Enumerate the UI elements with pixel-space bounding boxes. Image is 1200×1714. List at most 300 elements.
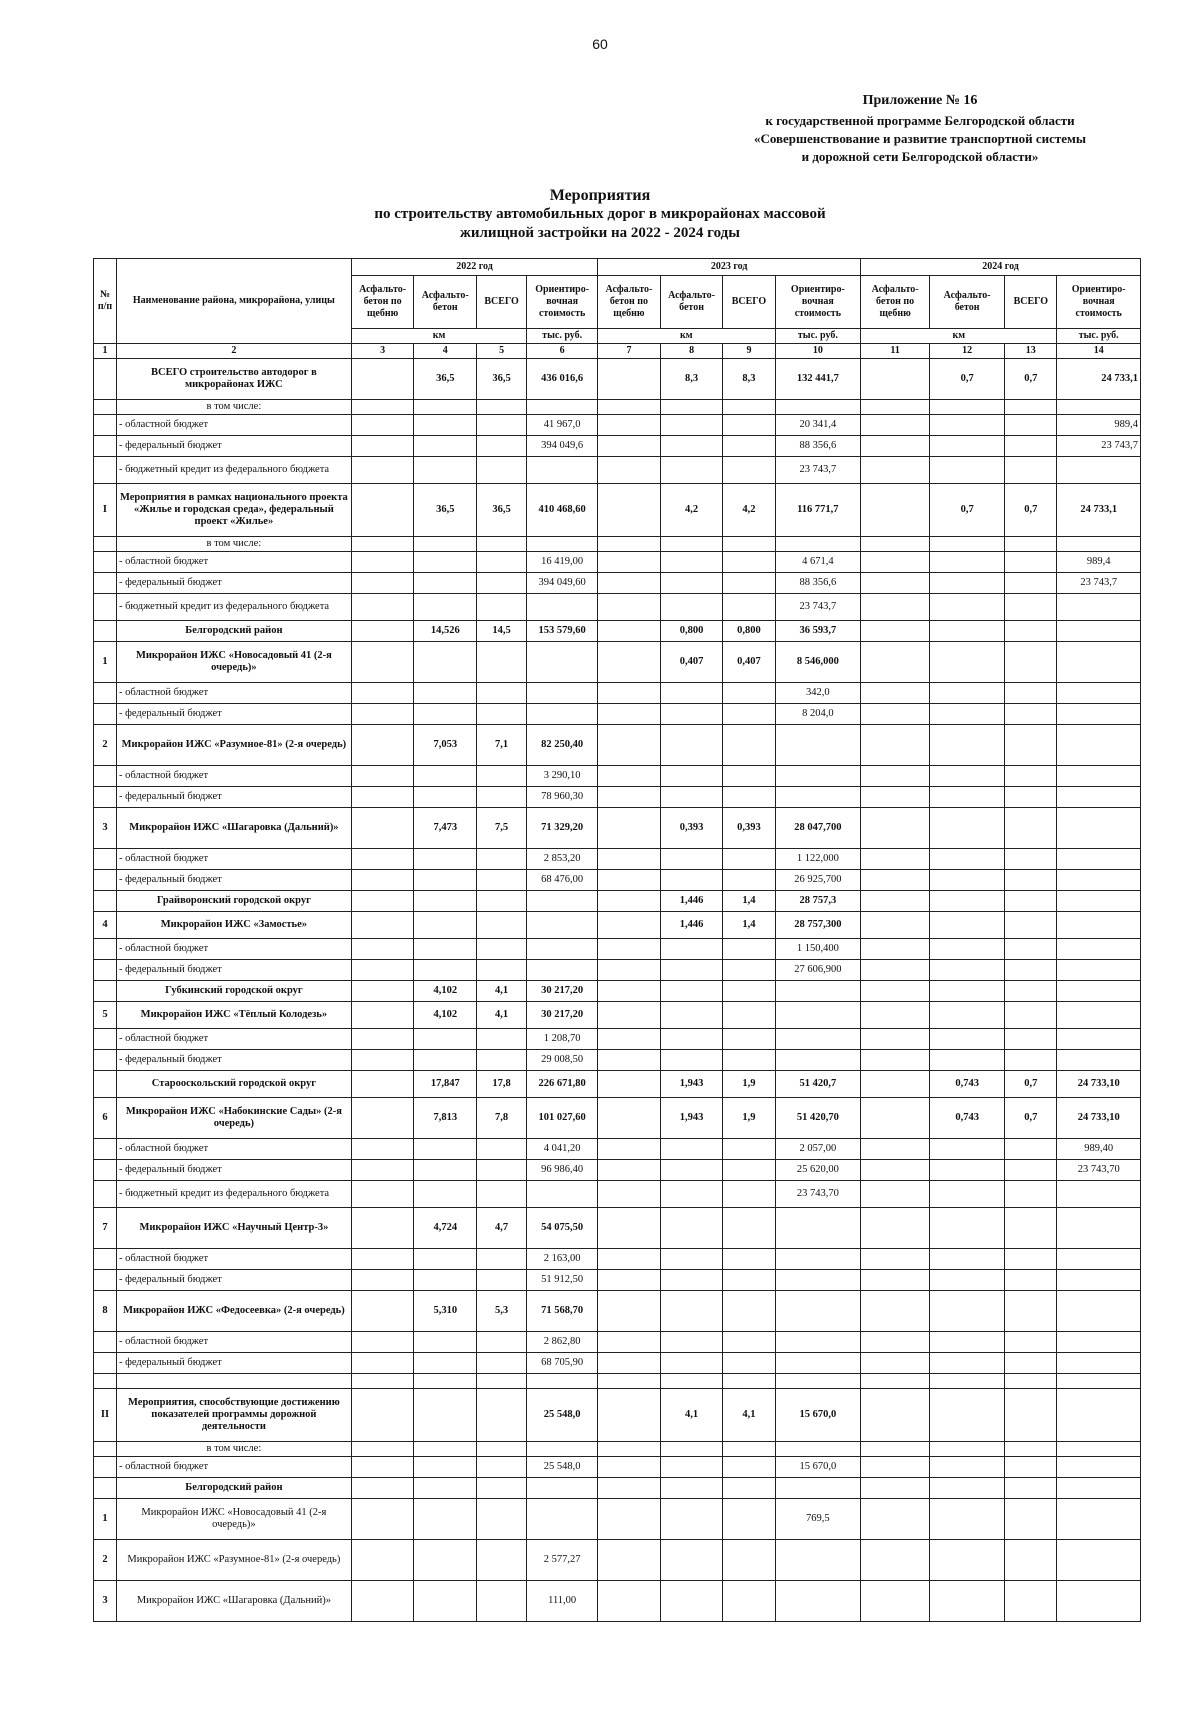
- value-cell: [598, 1374, 661, 1389]
- value-cell: [477, 683, 527, 704]
- value-cell: 23 743,7: [775, 594, 861, 621]
- value-cell: [1057, 704, 1141, 725]
- value-cell: [723, 1540, 775, 1581]
- value-cell: [930, 1181, 1005, 1208]
- value-cell: [930, 960, 1005, 981]
- column-number: 5: [477, 344, 527, 359]
- value-cell: 54 075,50: [527, 1208, 598, 1249]
- column-number: 1: [94, 344, 117, 359]
- row-number: [94, 787, 117, 808]
- value-cell: [527, 683, 598, 704]
- value-cell: [598, 981, 661, 1002]
- value-cell: 132 441,7: [775, 359, 861, 400]
- value-cell: [351, 725, 414, 766]
- value-cell: 989,4: [1057, 415, 1141, 436]
- value-cell: [723, 1160, 775, 1181]
- value-cell: [930, 939, 1005, 960]
- table-row: [94, 1442, 1141, 1457]
- value-cell: 8,3: [660, 359, 723, 400]
- value-cell: 41 967,0: [527, 415, 598, 436]
- value-cell: [477, 766, 527, 787]
- value-cell: [598, 1457, 661, 1478]
- value-cell: 7,473: [414, 808, 477, 849]
- unit-label: км: [861, 329, 1057, 344]
- value-cell: [861, 484, 930, 537]
- table-row: [94, 642, 1141, 683]
- value-cell: [414, 870, 477, 891]
- value-cell: [723, 939, 775, 960]
- row-name: - федеральный бюджет: [116, 1160, 351, 1181]
- row-number: [94, 870, 117, 891]
- table-row: [94, 1050, 1141, 1071]
- row-name: Губкинский городской округ: [116, 981, 351, 1002]
- value-cell: [775, 981, 861, 1002]
- value-cell: [775, 1291, 861, 1332]
- value-cell: 4,1: [660, 1389, 723, 1442]
- value-cell: 68 705,90: [527, 1353, 598, 1374]
- value-cell: [930, 642, 1005, 683]
- value-cell: 25 548,0: [527, 1457, 598, 1478]
- value-cell: 4,102: [414, 981, 477, 1002]
- value-cell: [660, 1499, 723, 1540]
- value-cell: 1,4: [723, 891, 775, 912]
- value-cell: [1005, 1540, 1057, 1581]
- value-cell: [598, 1029, 661, 1050]
- title-line: жилищной застройки на 2022 - 2024 годы: [460, 225, 740, 241]
- value-cell: [477, 1581, 527, 1622]
- value-cell: 24 733,10: [1057, 1071, 1141, 1098]
- value-cell: [861, 415, 930, 436]
- table-row: [94, 400, 1141, 415]
- value-cell: [723, 1457, 775, 1478]
- value-cell: [598, 1353, 661, 1374]
- value-cell: [351, 849, 414, 870]
- row-number: 1: [94, 1499, 117, 1540]
- value-cell: [351, 1181, 414, 1208]
- title-line: Мероприятия: [549, 187, 651, 204]
- value-cell: [598, 1249, 661, 1270]
- value-cell: [414, 891, 477, 912]
- value-cell: [660, 1208, 723, 1249]
- row-name: Микрорайон ИЖС «Набокинские Сады» (2-я очередь): [116, 1098, 351, 1139]
- row-number: 3: [94, 808, 117, 849]
- sub-header: ВСЕГО: [1005, 276, 1057, 329]
- value-cell: [351, 870, 414, 891]
- value-cell: [477, 870, 527, 891]
- value-cell: [861, 1374, 930, 1389]
- value-cell: 4 671,4: [775, 552, 861, 573]
- value-cell: 15 670,0: [775, 1389, 861, 1442]
- value-cell: [477, 939, 527, 960]
- table-row: [94, 1332, 1141, 1353]
- value-cell: 36,5: [477, 359, 527, 400]
- column-number: 7: [598, 344, 661, 359]
- value-cell: [861, 849, 930, 870]
- value-cell: 29 008,50: [527, 1050, 598, 1071]
- value-cell: [477, 400, 527, 415]
- value-cell: [861, 1270, 930, 1291]
- table-row: [94, 939, 1141, 960]
- value-cell: 4 041,20: [527, 1139, 598, 1160]
- row-name: - областной бюджет: [116, 683, 351, 704]
- value-cell: [1005, 1002, 1057, 1029]
- value-cell: [660, 1249, 723, 1270]
- value-cell: [1005, 415, 1057, 436]
- value-cell: [527, 457, 598, 484]
- value-cell: 0,7: [1005, 1098, 1057, 1139]
- value-cell: [1005, 1181, 1057, 1208]
- value-cell: [723, 457, 775, 484]
- value-cell: [930, 1050, 1005, 1071]
- value-cell: 7,813: [414, 1098, 477, 1139]
- unit-label: тыс. руб.: [775, 329, 861, 344]
- value-cell: [598, 808, 661, 849]
- value-cell: [477, 912, 527, 939]
- value-cell: [477, 1029, 527, 1050]
- value-cell: 14,526: [414, 621, 477, 642]
- value-cell: 24 733,10: [1057, 1098, 1141, 1139]
- value-cell: [775, 400, 861, 415]
- col-header-no: № п/п: [94, 259, 117, 344]
- value-cell: 4,1: [477, 1002, 527, 1029]
- value-cell: [861, 1457, 930, 1478]
- table-row: [94, 808, 1141, 849]
- value-cell: [861, 400, 930, 415]
- table-row: [94, 1029, 1141, 1050]
- value-cell: [660, 1050, 723, 1071]
- row-number: [94, 1139, 117, 1160]
- value-cell: 101 027,60: [527, 1098, 598, 1139]
- table-row: [94, 1071, 1141, 1098]
- value-cell: [477, 1540, 527, 1581]
- value-cell: [351, 1457, 414, 1478]
- value-cell: 51 912,50: [527, 1270, 598, 1291]
- value-cell: 4,2: [660, 484, 723, 537]
- page-number: 60: [592, 36, 608, 52]
- row-number: 3: [94, 1581, 117, 1622]
- value-cell: 769,5: [775, 1499, 861, 1540]
- sub-header: Асфальто-бетон: [414, 276, 477, 329]
- value-cell: [1005, 573, 1057, 594]
- column-number: 9: [723, 344, 775, 359]
- value-cell: [1057, 1249, 1141, 1270]
- value-cell: [723, 1181, 775, 1208]
- row-number: 2: [94, 725, 117, 766]
- sub-header: Асфальто-бетон по щебню: [861, 276, 930, 329]
- unit-label: км: [598, 329, 775, 344]
- value-cell: [598, 1270, 661, 1291]
- value-cell: [861, 1353, 930, 1374]
- value-cell: [477, 436, 527, 457]
- value-cell: 27 606,900: [775, 960, 861, 981]
- value-cell: [351, 1478, 414, 1499]
- row-number: [94, 537, 117, 552]
- value-cell: [414, 1499, 477, 1540]
- value-cell: [1005, 621, 1057, 642]
- value-cell: 4,7: [477, 1208, 527, 1249]
- row-number: [94, 891, 117, 912]
- row-number: [94, 400, 117, 415]
- value-cell: [414, 1160, 477, 1181]
- value-cell: [598, 1332, 661, 1353]
- column-number: 11: [861, 344, 930, 359]
- value-cell: [861, 1499, 930, 1540]
- value-cell: [930, 400, 1005, 415]
- value-cell: [930, 537, 1005, 552]
- row-number: [94, 1071, 117, 1098]
- value-cell: [1005, 1208, 1057, 1249]
- year-header: 2023 год: [598, 259, 861, 276]
- value-cell: [527, 704, 598, 725]
- value-cell: [723, 1050, 775, 1071]
- table-row: [94, 1581, 1141, 1622]
- value-cell: [1057, 642, 1141, 683]
- value-cell: [351, 1139, 414, 1160]
- sub-header: Ориентиро-вочная стоимость: [1057, 276, 1141, 329]
- value-cell: [1005, 1442, 1057, 1457]
- value-cell: [598, 1291, 661, 1332]
- value-cell: [861, 787, 930, 808]
- value-cell: [1005, 981, 1057, 1002]
- value-cell: [660, 766, 723, 787]
- row-number: [94, 1249, 117, 1270]
- value-cell: [861, 1160, 930, 1181]
- value-cell: [1057, 1002, 1141, 1029]
- value-cell: [1057, 1181, 1141, 1208]
- value-cell: [1057, 683, 1141, 704]
- value-cell: [477, 573, 527, 594]
- value-cell: 7,5: [477, 808, 527, 849]
- value-cell: [1057, 787, 1141, 808]
- row-name: - областной бюджет: [116, 552, 351, 573]
- value-cell: 4,1: [477, 981, 527, 1002]
- sub-header: Асфальто-бетон по щебню: [598, 276, 661, 329]
- value-cell: [598, 1540, 661, 1581]
- value-cell: 7,1: [477, 725, 527, 766]
- table-row: [94, 849, 1141, 870]
- value-cell: 28 757,300: [775, 912, 861, 939]
- value-cell: [1057, 621, 1141, 642]
- value-cell: 2 862,80: [527, 1332, 598, 1353]
- table-row: [94, 870, 1141, 891]
- value-cell: [1057, 912, 1141, 939]
- value-cell: [1005, 1291, 1057, 1332]
- value-cell: [598, 1478, 661, 1499]
- value-cell: 28 757,3: [775, 891, 861, 912]
- table-row: [94, 1540, 1141, 1581]
- value-cell: [1005, 1581, 1057, 1622]
- value-cell: [1057, 537, 1141, 552]
- row-number: [94, 359, 117, 400]
- value-cell: 68 476,00: [527, 870, 598, 891]
- table-row: [94, 484, 1141, 537]
- value-cell: [527, 1478, 598, 1499]
- row-name: - областной бюджет: [116, 766, 351, 787]
- value-cell: [1005, 552, 1057, 573]
- value-cell: [527, 891, 598, 912]
- value-cell: [930, 1160, 1005, 1181]
- value-cell: [477, 849, 527, 870]
- row-number: II: [94, 1389, 117, 1442]
- value-cell: [930, 1249, 1005, 1270]
- value-cell: [723, 1332, 775, 1353]
- value-cell: [723, 1581, 775, 1622]
- value-cell: 36,5: [414, 359, 477, 400]
- value-cell: [930, 1540, 1005, 1581]
- value-cell: [660, 870, 723, 891]
- value-cell: [660, 594, 723, 621]
- value-cell: [723, 400, 775, 415]
- table-row: [94, 537, 1141, 552]
- value-cell: [861, 621, 930, 642]
- value-cell: [414, 436, 477, 457]
- value-cell: 2 853,20: [527, 849, 598, 870]
- value-cell: [723, 1291, 775, 1332]
- value-cell: [1005, 1353, 1057, 1374]
- value-cell: 394 049,6: [527, 436, 598, 457]
- value-cell: [414, 1478, 477, 1499]
- value-cell: [351, 1208, 414, 1249]
- value-cell: 1 208,70: [527, 1029, 598, 1050]
- value-cell: [861, 891, 930, 912]
- value-cell: [775, 1540, 861, 1581]
- row-number: 5: [94, 1002, 117, 1029]
- row-name: - федеральный бюджет: [116, 960, 351, 981]
- sub-header: Ориентиро-вочная стоимость: [527, 276, 598, 329]
- value-cell: [775, 1050, 861, 1071]
- value-cell: [930, 1499, 1005, 1540]
- value-cell: [930, 1389, 1005, 1442]
- value-cell: [414, 415, 477, 436]
- value-cell: [660, 1270, 723, 1291]
- value-cell: 5,3: [477, 1291, 527, 1332]
- value-cell: [660, 1581, 723, 1622]
- value-cell: [477, 891, 527, 912]
- value-cell: 0,407: [723, 642, 775, 683]
- row-number: 4: [94, 912, 117, 939]
- value-cell: [861, 870, 930, 891]
- row-name: - бюджетный кредит из федерального бюджета: [116, 594, 351, 621]
- value-cell: 36,5: [414, 484, 477, 537]
- sub-header: Асфальто-бетон: [930, 276, 1005, 329]
- row-number: [94, 704, 117, 725]
- value-cell: [414, 1050, 477, 1071]
- value-cell: [527, 939, 598, 960]
- value-cell: 23 743,70: [775, 1181, 861, 1208]
- value-cell: [598, 1050, 661, 1071]
- value-cell: [1057, 1442, 1141, 1457]
- row-name: - бюджетный кредит из федерального бюджета: [116, 457, 351, 484]
- value-cell: [861, 1002, 930, 1029]
- table-row: [94, 1374, 1141, 1389]
- value-cell: [723, 1442, 775, 1457]
- value-cell: [598, 1389, 661, 1442]
- row-name: - федеральный бюджет: [116, 1270, 351, 1291]
- appendix-block: [700, 92, 1140, 166]
- value-cell: 8 546,000: [775, 642, 861, 683]
- value-cell: [598, 849, 661, 870]
- value-cell: [861, 537, 930, 552]
- table-row: [94, 1478, 1141, 1499]
- sub-header: ВСЕГО: [723, 276, 775, 329]
- value-cell: [930, 1291, 1005, 1332]
- value-cell: 436 016,6: [527, 359, 598, 400]
- value-cell: [1057, 766, 1141, 787]
- column-number: 6: [527, 344, 598, 359]
- value-cell: [351, 457, 414, 484]
- row-name: Микрорайон ИЖС «Научный Центр-3»: [116, 1208, 351, 1249]
- value-cell: [660, 849, 723, 870]
- value-cell: [598, 359, 661, 400]
- value-cell: [660, 981, 723, 1002]
- value-cell: [1057, 939, 1141, 960]
- value-cell: [861, 359, 930, 400]
- value-cell: [1057, 594, 1141, 621]
- value-cell: [351, 400, 414, 415]
- value-cell: 88 356,6: [775, 573, 861, 594]
- value-cell: [723, 573, 775, 594]
- value-cell: [1005, 1457, 1057, 1478]
- value-cell: [861, 457, 930, 484]
- unit-label: тыс. руб.: [1057, 329, 1141, 344]
- value-cell: [598, 594, 661, 621]
- row-number: [94, 415, 117, 436]
- value-cell: 0,7: [930, 484, 1005, 537]
- value-cell: [660, 1442, 723, 1457]
- value-cell: [660, 1029, 723, 1050]
- value-cell: [351, 891, 414, 912]
- value-cell: [598, 1160, 661, 1181]
- row-name: - бюджетный кредит из федерального бюджета: [116, 1181, 351, 1208]
- row-name: - областной бюджет: [116, 1249, 351, 1270]
- value-cell: [477, 537, 527, 552]
- unit-label: км: [351, 329, 526, 344]
- value-cell: [861, 552, 930, 573]
- value-cell: [930, 1332, 1005, 1353]
- value-cell: [598, 787, 661, 808]
- value-cell: [527, 1442, 598, 1457]
- table-row: [94, 891, 1141, 912]
- value-cell: [861, 1029, 930, 1050]
- value-cell: [598, 436, 661, 457]
- value-cell: [1005, 808, 1057, 849]
- value-cell: [351, 415, 414, 436]
- value-cell: [723, 415, 775, 436]
- value-cell: 0,7: [930, 359, 1005, 400]
- value-cell: [598, 415, 661, 436]
- value-cell: 2 163,00: [527, 1249, 598, 1270]
- value-cell: [477, 1389, 527, 1442]
- value-cell: [861, 1540, 930, 1581]
- value-cell: [351, 436, 414, 457]
- value-cell: [930, 981, 1005, 1002]
- value-cell: 226 671,80: [527, 1071, 598, 1098]
- value-cell: [414, 594, 477, 621]
- value-cell: 989,40: [1057, 1139, 1141, 1160]
- value-cell: [930, 457, 1005, 484]
- value-cell: [1057, 1050, 1141, 1071]
- value-cell: [775, 537, 861, 552]
- value-cell: [723, 436, 775, 457]
- value-cell: [351, 787, 414, 808]
- value-cell: [861, 1478, 930, 1499]
- value-cell: [598, 912, 661, 939]
- value-cell: [1057, 891, 1141, 912]
- value-cell: 51 420,7: [775, 1071, 861, 1098]
- value-cell: [1057, 1457, 1141, 1478]
- value-cell: [1005, 1050, 1057, 1071]
- value-cell: [351, 537, 414, 552]
